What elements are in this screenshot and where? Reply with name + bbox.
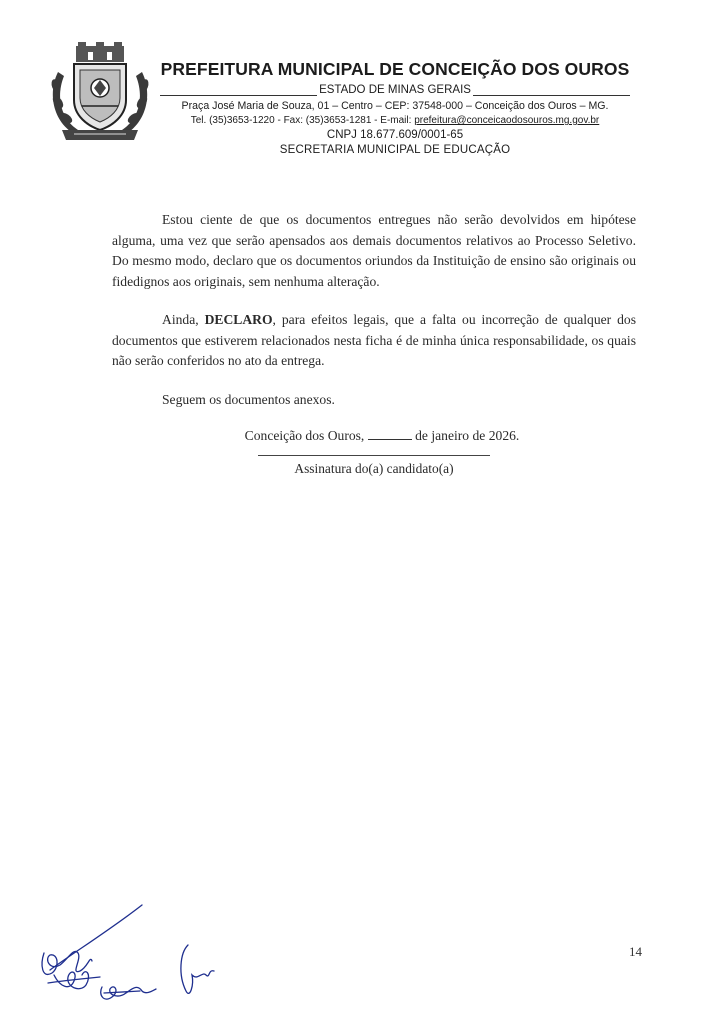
state-left-rule bbox=[160, 85, 317, 96]
state-name: ESTADO DE MINAS GERAIS bbox=[319, 84, 471, 96]
declaration-body bbox=[112, 210, 636, 447]
day-blank[interactable] bbox=[368, 427, 412, 440]
secretariat: SECRETARIA MUNICIPAL DE EDUCAÇÃO bbox=[279, 144, 511, 156]
signature-line[interactable] bbox=[258, 455, 490, 456]
date-start: Conceição dos Ouros, bbox=[244, 428, 368, 443]
prefecture-title: PREFEITURA MUNICIPAL DE CONCEIÇÃO DOS OUROS bbox=[160, 59, 630, 79]
letterhead bbox=[160, 58, 630, 156]
address: Praça José Maria de Souza, 01 – Centro – CEP: 37548-000 – Conceição dos Ouros – MG. bbox=[181, 100, 609, 112]
date-end: de janeiro de 2026. bbox=[411, 428, 520, 443]
signature-label: Assinatura do(a) candidato(a) bbox=[294, 461, 454, 476]
paragraph-declaration bbox=[112, 310, 636, 372]
p2-end: , para efeitos legais, que a falta ou incorreção de qualquer dos documentos que estiverem relacionados nesta ficha é de minha única responsabilidade, os quais não serão conferidos no ato da entrega. bbox=[112, 312, 636, 368]
state-right-rule bbox=[473, 85, 630, 96]
cnpj: CNPJ 18.677.609/0001-65 bbox=[326, 129, 464, 141]
phones: Tel. (35)3653-1220 - Fax: (35)3653-1281 - E-mail: bbox=[190, 115, 415, 126]
handwritten-rubrics-icon bbox=[30, 895, 230, 1010]
coat-of-arms-icon bbox=[44, 42, 156, 142]
contact-line bbox=[160, 115, 630, 126]
paragraph-awareness: Estou ciente de que os documentos entregues não serão devolvidos em hipótese alguma, uma vez que serão apensados aos demais documentos relativos ao Processo Seletivo. Do mesmo modo, declaro que os documentos oriundos da Instituição de ensino são originais ou fidedignos aos originais, sem nenhuma alteração. bbox=[112, 212, 636, 289]
page-number: 14 bbox=[629, 944, 642, 959]
paragraph-attachments: Seguem os documentos anexos. bbox=[162, 391, 335, 407]
date-line bbox=[112, 426, 636, 447]
p2-start: Ainda, bbox=[162, 312, 205, 327]
declaro-bold: DECLARO bbox=[204, 312, 273, 327]
state-line bbox=[160, 84, 630, 96]
email-link[interactable]: prefeitura@conceicaodosouros.mg.gov.br bbox=[414, 115, 600, 126]
